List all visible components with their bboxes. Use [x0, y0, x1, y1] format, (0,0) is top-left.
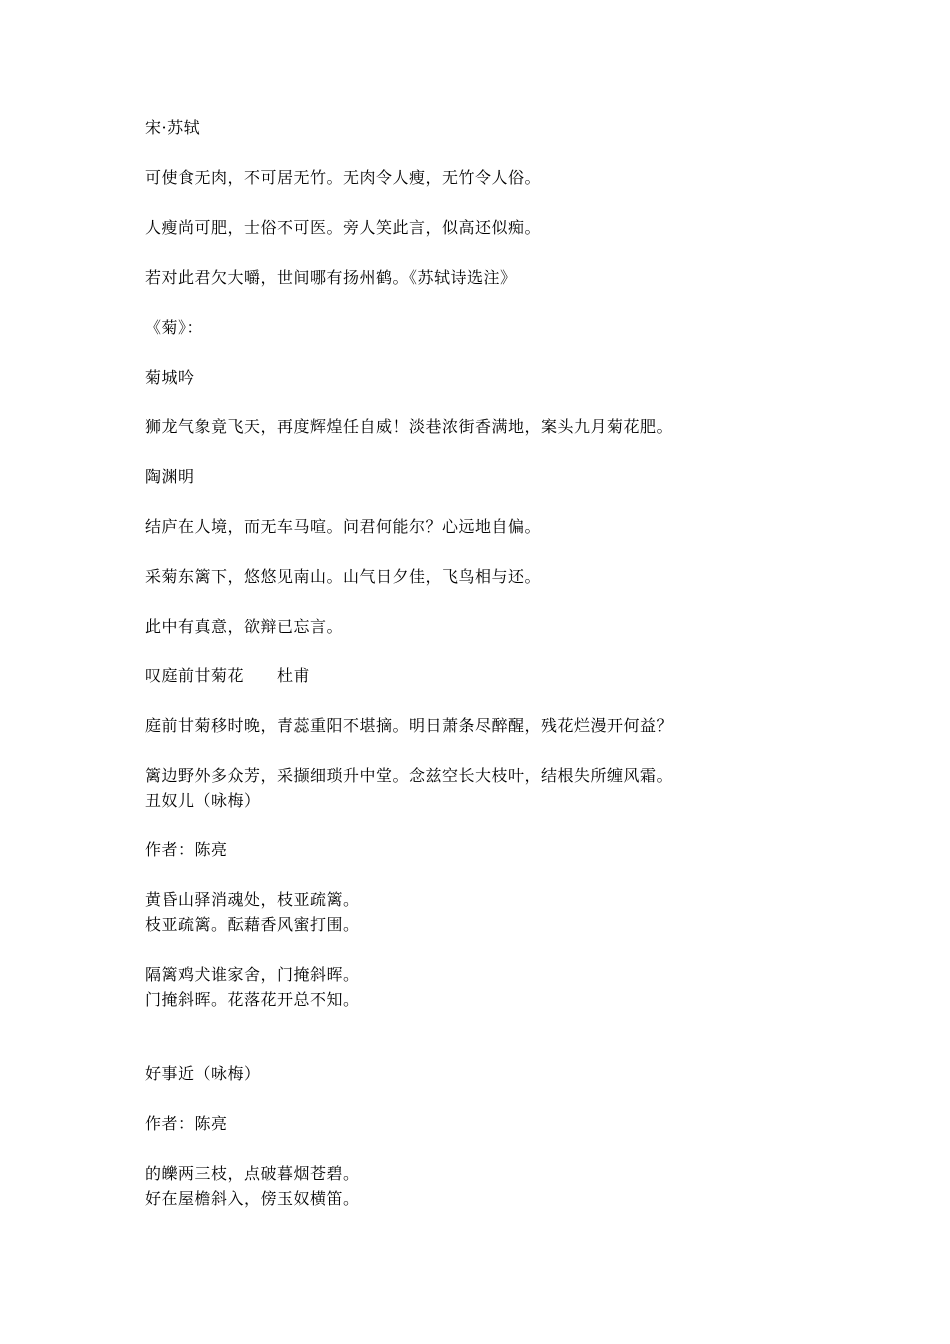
poem-line: 枝亚疏篱。酝藉香风蜜打围。	[145, 915, 360, 934]
poem-title: 丑奴儿（咏梅）	[145, 791, 261, 810]
section-heading: 《菊》：	[145, 318, 204, 337]
author-line: 宋·苏轼	[145, 118, 201, 137]
poem-line: 庭前甘菊移时晚，青蕊重阳不堪摘。明日萧条尽醉醒，残花烂漫开何益？	[145, 716, 674, 735]
poem-title: 叹庭前甘菊花 杜甫	[145, 666, 311, 685]
poem-title: 菊城吟	[145, 368, 195, 387]
poem-line: 狮龙气象竟飞天，再度辉煌任自威！淡巷浓街香满地，案头九月菊花肥。	[145, 417, 674, 436]
author-line: 作者：陈亮	[145, 1114, 228, 1133]
author-line: 作者：陈亮	[145, 840, 228, 859]
poem-line: 门掩斜晖。花落花开总不知。	[145, 990, 360, 1009]
poem-line: 若对此君欠大嚼，世间哪有扬州鹤。《苏轼诗选注》	[145, 268, 517, 287]
poem-line: 结庐在人境，而无车马喧。问君何能尔？心远地自偏。	[145, 517, 542, 536]
poem-line: 隔篱鸡犬谁家舍，门掩斜晖。	[145, 965, 360, 984]
poem-line: 的皪两三枝，点破暮烟苍碧。	[145, 1164, 360, 1183]
poem-line: 篱边野外多众芳，采撷细琐升中堂。念兹空长大枝叶，结根失所缠风霜。	[145, 766, 674, 785]
poem-line: 此中有真意，欲辩已忘言。	[145, 617, 344, 636]
poem-line: 好在屋檐斜入，傍玉奴横笛。	[145, 1189, 360, 1208]
author-line: 陶渊明	[145, 467, 195, 486]
poem-line: 黄昏山驿消魂处，枝亚疏篱。	[145, 890, 360, 909]
poem-line: 人瘦尚可肥，士俗不可医。旁人笑此言，似高还似痴。	[145, 218, 542, 237]
poem-line: 采菊东篱下，悠悠见南山。山气日夕佳，飞鸟相与还。	[145, 567, 542, 586]
poem-title: 好事近（咏梅）	[145, 1064, 261, 1083]
poem-line: 可使食无肉，不可居无竹。无肉令人瘦，无竹令人俗。	[145, 168, 542, 187]
